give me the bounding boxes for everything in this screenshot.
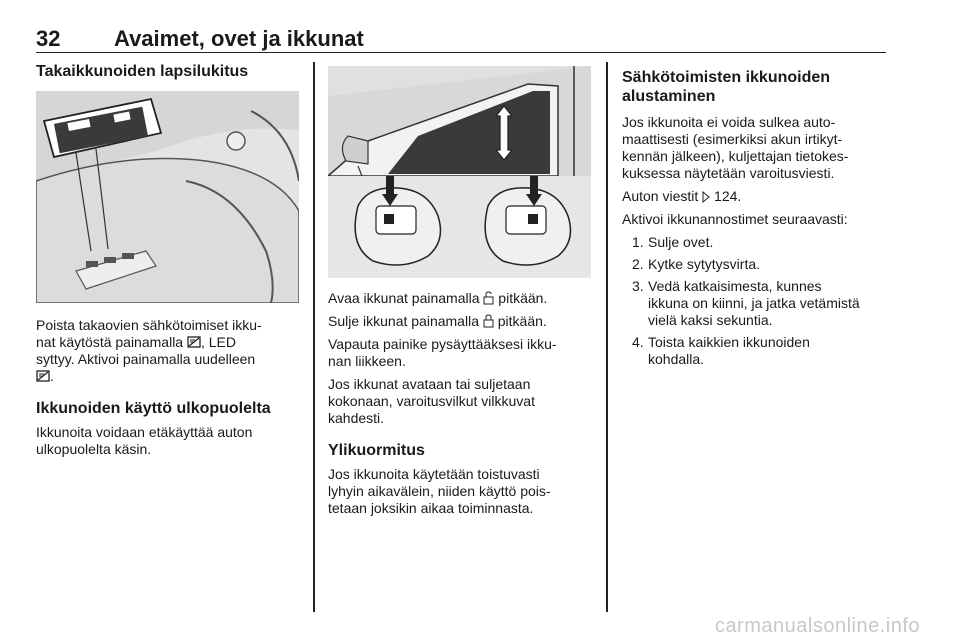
page-header xyxy=(36,26,886,53)
unlock-icon xyxy=(483,291,494,305)
initialize-intro-paragraph: Jos ikkunoita ei voida sulkea auto- maattisesti (esimerkiksi akun irtikyt- kennän jälkeen), kuljettajan tietokes- kuksessa näytetään varoitusviesti. xyxy=(622,114,849,181)
overload-paragraph: Jos ikkunoita käytetään toistuvasti lyhyin aikavälein, niiden käyttö pois- tetaan joksikin aikaa toiminnasta. xyxy=(328,466,551,516)
open-windows-paragraph: Avaa ikkunat painamalla pitkään. xyxy=(328,290,548,306)
steps-list xyxy=(622,234,888,368)
key-fob-window-illustration xyxy=(328,66,591,278)
hazard-warning-paragraph: Jos ikkunat avataan tai suljetaan kokonaan, varoitusvilkut vilkkuvat kahdesti. xyxy=(328,376,535,426)
overload-heading: Ylikuormitus xyxy=(328,442,425,459)
column-divider-2 xyxy=(606,62,608,612)
activate-instructions: Aktivoi ikkunannostimet seuraavasti: xyxy=(622,211,848,227)
vehicle-messages-reference: Auton viestit 124. xyxy=(622,188,742,204)
lock-icon xyxy=(483,314,494,328)
window-lock-icon xyxy=(36,369,50,383)
door-switch-illustration xyxy=(36,91,299,303)
window-initialize-heading: Sähkötoimisten ikkunoiden alustaminen xyxy=(622,69,831,105)
remote-operation-paragraph: Ikkunoita voidaan etäkäyttää auton ulkopuolelta käsin. xyxy=(36,424,253,457)
remote-operation-heading: Ikkunoiden käyttö ulkopuolelta xyxy=(36,400,271,417)
close-windows-paragraph: Sulje ikkunat painamalla pitkään. xyxy=(328,313,547,329)
watermark: carmanualsonline.info xyxy=(714,615,920,637)
child-lock-paragraph: Poista takaovien sähkötoimiset ikku- nat käytöstä painamalla , LED syttyy. Aktivoi painamalla uudelleen . xyxy=(36,317,262,384)
column-1 xyxy=(36,62,299,464)
list-item: 3. Vedä katkaisimesta, kunnes ikkuna on kiinni, ja jatka vetämistä vielä kaksi sekuntia. xyxy=(632,278,860,328)
column-divider-1 xyxy=(313,62,315,612)
release-button-paragraph: Vapauta painike pysäyttääksesi ikku- nan liikkeen. xyxy=(328,336,557,369)
column-3 xyxy=(622,68,888,373)
list-item: 4. Toista kaikkien ikkunoiden kohdalla. xyxy=(632,334,810,367)
child-lock-heading: Takaikkunoiden lapsilukitus xyxy=(36,63,249,80)
window-lock-icon xyxy=(187,335,201,349)
column-2 xyxy=(328,66,591,523)
chapter-title: Avaimet, ovet ja ikkunat xyxy=(114,26,364,51)
page-reference-icon xyxy=(702,191,710,203)
list-item: 1. Sulje ovet. xyxy=(632,234,714,250)
list-item: 2. Kytke sytytysvirta. xyxy=(632,256,761,272)
page-number: 32 xyxy=(36,26,61,51)
